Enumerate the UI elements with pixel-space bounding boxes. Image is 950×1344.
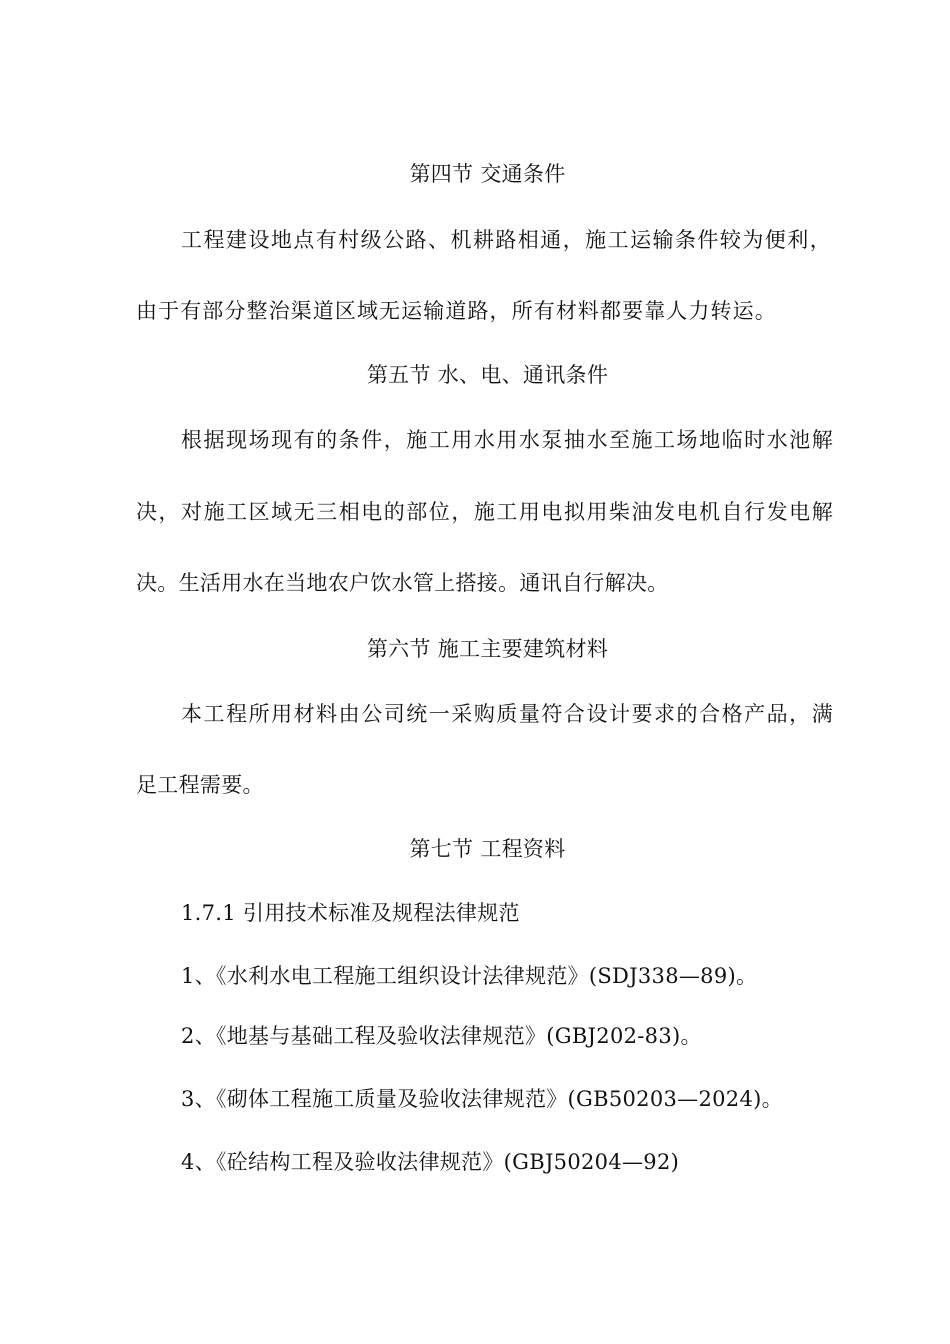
section-6-paragraph-line-1: 本工程所用材料由公司统一采购质量符合设计要求的合格产品，满 [181,702,833,726]
reference-item-2: 2、《地基与基础工程及验收法律规范》(GBJ202-83)。 [181,1024,702,1048]
section-4-paragraph-line-2: 由于有部分整治渠道区域无运输道路，所有材料都要靠人力转运。 [136,299,776,323]
reference-item-4: 4、《砼结构工程及验收法律规范》(GBJ50204—92) [181,1150,680,1174]
reference-item-1: 1、《水利水电工程施工组织设计法律规范》(SDJ338—89)。 [181,964,758,988]
section-4-paragraph-line-1: 工程建设地点有村级公路、机耕路相通，施工运输条件较为便利， [181,228,831,252]
section-4-heading: 第四节 交通条件 [409,162,566,186]
section-6-paragraph-line-2: 足工程需要。 [136,773,264,797]
section-7-subheading: 1.7.1 引用技术标准及规程法律规范 [181,901,520,925]
section-5-heading: 第五节 水、电、通讯条件 [366,363,609,387]
section-6-heading: 第六节 施工主要建筑材料 [366,637,609,661]
section-5-paragraph-line-3: 决。生活用水在当地农户饮水管上搭接。通讯自行解决。 [136,571,669,595]
section-5-paragraph-line-1: 根据现场现有的条件，施工用水用水泵抽水至施工场地临时水池解 [181,428,833,452]
reference-item-3: 3、《砌体工程施工质量及验收法律规范》(GB50203—2024)。 [181,1087,783,1111]
section-5-paragraph-line-2: 决，对施工区域无三相电的部位，施工用电拟用柴油发电机自行发电解 [136,500,833,524]
section-7-heading: 第七节 工程资料 [409,837,566,861]
